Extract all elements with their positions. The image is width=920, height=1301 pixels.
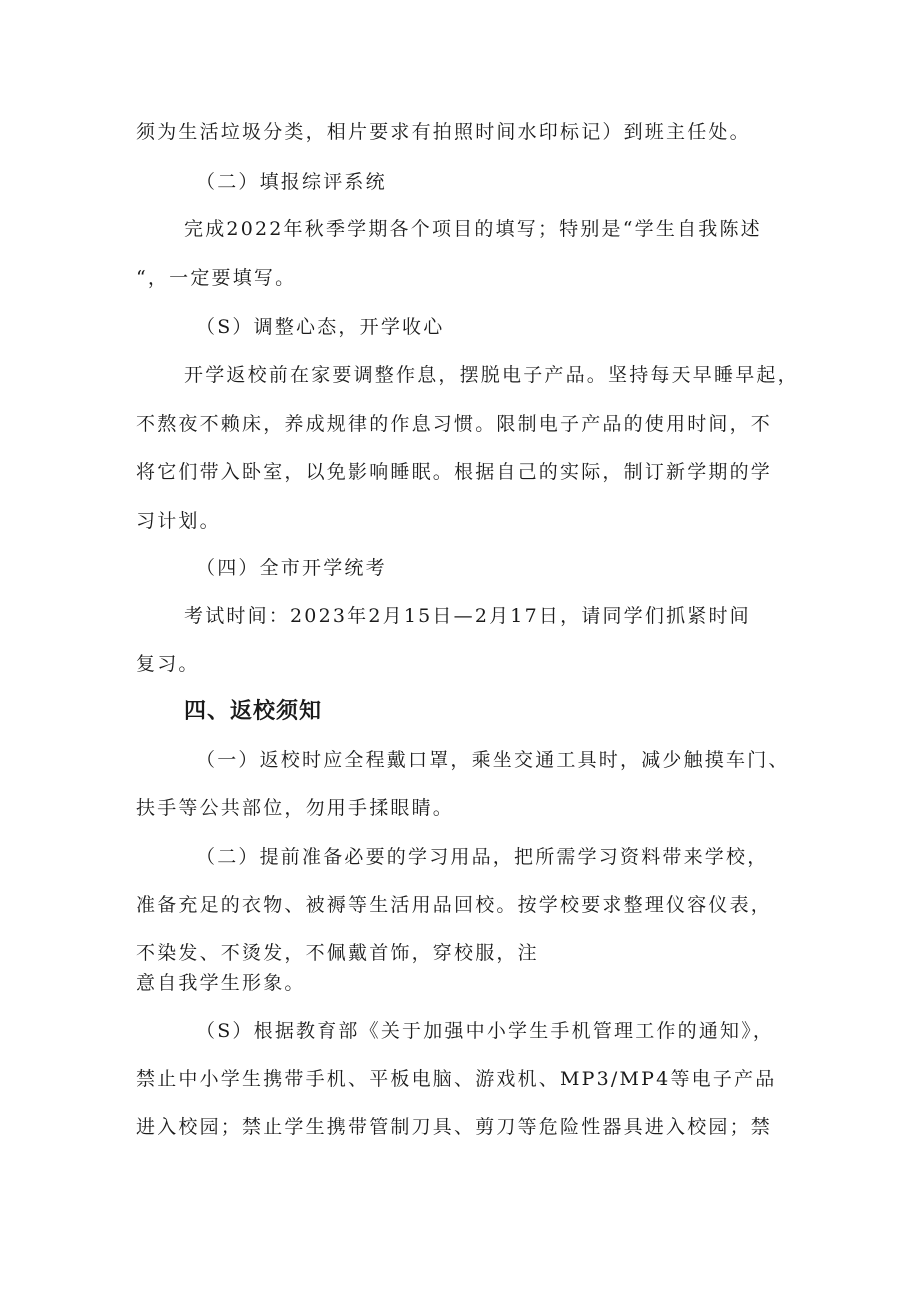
subsection-title: （S）调整心态，开学收心 <box>196 316 445 338</box>
paragraph-line: 须为生活垃圾分类，相片要求有拍照时间水印标记）到班主任处。 <box>136 121 751 143</box>
paragraph-line: “，一定要填写。 <box>136 267 297 289</box>
paragraph-line: 准备充足的衣物、被褥等生活用品回校。按学校要求整理仪容仪表， <box>136 894 773 916</box>
subsection-title: （四）全市开学统考 <box>196 557 387 579</box>
paragraph-line: 不染发、不烫发，不佩戴首饰，穿校服，注 <box>136 942 539 964</box>
paragraph-line: 完成2022年秋季学期各个项目的填写；特别是“学生自我陈述 <box>184 218 762 240</box>
paragraph-line: 复习。 <box>136 653 200 675</box>
paragraph-line: 禁止中小学生携带手机、平板电脑、游戏机、MP3/MP4等电子产品 <box>136 1068 777 1090</box>
paragraph-line: 不熬夜不赖床，养成规律的作息习惯。限制电子产品的使用时间，不 <box>136 413 773 435</box>
paragraph-line: 习计划。 <box>136 510 221 532</box>
section-heading: 四、返校须知 <box>184 699 323 724</box>
paragraph-line: 开学返校前在家要调整作息，摆脱电子产品。坚持每天早睡早起， <box>184 364 799 386</box>
paragraph-line: 意自我学生形象。 <box>136 972 306 994</box>
paragraph-line: 扶手等公共部位，勿用手揉眼睛。 <box>136 797 455 819</box>
paragraph-line: （二）提前准备必要的学习用品，把所需学习资料带来学校， <box>196 846 769 868</box>
paragraph-line: 将它们带入卧室，以免影响睡眠。根据自己的实际，制订新学期的学 <box>136 461 773 483</box>
paragraph-line: 进入校园；禁止学生携带管制刀具、剪刀等危险性器具进入校园；禁 <box>136 1116 773 1138</box>
paragraph-line: （S）根据教育部《关于加强中小学生手机管理工作的通知》， <box>196 1020 775 1042</box>
paragraph-line: （一）返校时应全程戴口罩，乘坐交通工具时，减少触摸车门、 <box>196 749 790 771</box>
paragraph-line: 考试时间：2023年2月15日—2月17日，请同学们抓紧时间 <box>184 605 751 627</box>
subsection-title: （二）填报综评系统 <box>196 171 387 193</box>
